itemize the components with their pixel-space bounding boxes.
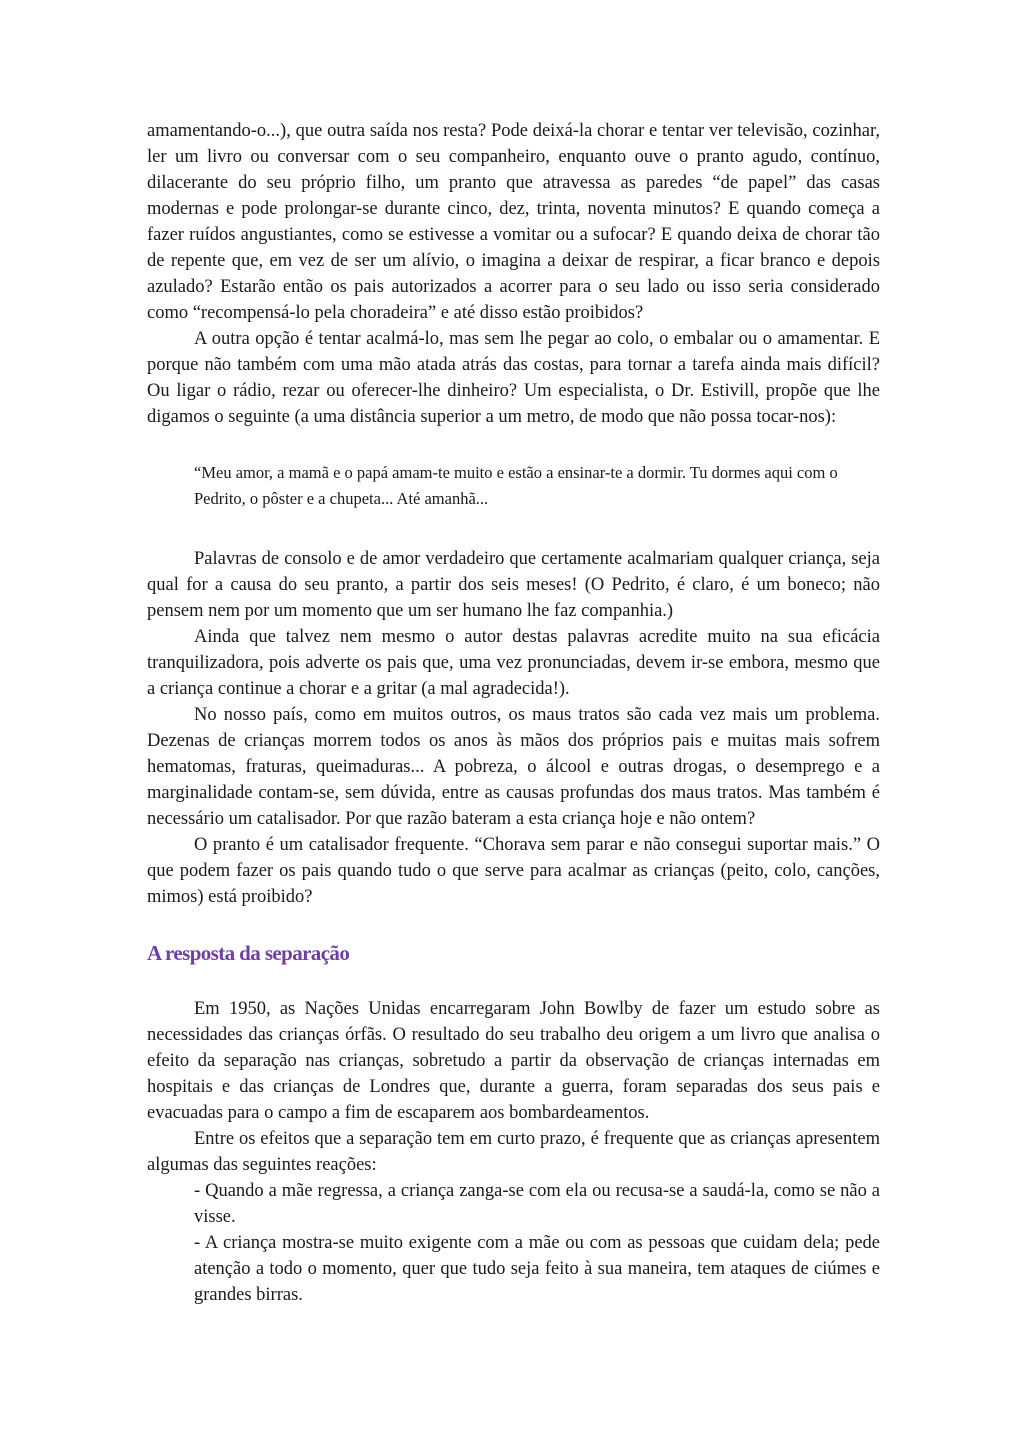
paragraph-bowlby: Em 1950, as Nações Unidas encarregaram John Bowlby de fazer um estudo sobre as necessidades das crianças órfãs. O resultado do seu trabalho deu origem a um livro que analisa o efeito da separação nas crianças, sobretudo a partir da observação de crianças internadas em hospitais e das crianças de Londres que, durante a guerra, foram separadas dos seus pais e evacuadas para o campo a fim de escaparem aos bombardeamentos.: [147, 999, 880, 1123]
paragraph-palavras-consolo: Palavras de consolo e de amor verdadeiro que certamente acalmariam qualquer criança, seja qual for a causa do seu pranto, a partir dos seis meses! (O Pedrito, é claro, é um boneco; não pensem nem por um momento que um ser humano lhe faz companhia.): [147, 549, 880, 621]
paragraph-catalisador: O pranto é um catalisador frequente. “Chorava sem parar e não consegui suportar mais.” O que podem fazer os pais quando tudo o que serve para acalmar as crianças (peito, colo, canções, mimos) está proibido?: [147, 835, 880, 907]
paragraph-efeitos: Entre os efeitos que a separação tem em curto prazo, é frequente que as crianças apresentem algumas das seguintes reações:: [147, 1129, 880, 1175]
document-page: [147, 118, 880, 1308]
paragraph-ainda-que: Ainda que talvez nem mesmo o autor destas palavras acredite muito na sua eficácia tranquilizadora, pois adverte os pais que, uma vez pronunciadas, devem ir-se embora, mesmo que a criança continue a chorar e a gritar (a mal agradecida!).: [147, 627, 880, 699]
paragraph-outra-opcao: A outra opção é tentar acalmá-lo, mas sem lhe pegar ao colo, o embalar ou o amamentar. E porque não também com uma mão atada atrás das costas, para tornar a tarefa ainda mais difícil? Ou ligar o rádio, rezar ou oferecer-lhe dinheiro? Um especialista, o Dr. Estivill, propõe que lhe digamos o seguinte (a uma distância superior a um metro, de modo que não possa tocar-nos):: [147, 329, 880, 427]
paragraph-continuation: amamentando-o...), que outra saída nos resta? Pode deixá-la chorar e tentar ver televisão, cozinhar, ler um livro ou conversar com o seu companheiro, enquanto ouve o pranto agudo, contínuo, dilacerante do seu próprio filho, um pranto que atravessa as paredes “de papel” das casas modernas e pode prolongar-se durante cinco, dez, trinta, noventa minutos? E quando começa a fazer ruídos angustiantes, como se estivesse a vomitar ou a sufocar? E quando deixa de chorar tão de repente que, em vez de ser um alívio, o imagina a deixar de respirar, a ficar branco e depois azulado? Estarão então os pais autorizados a acorrer para o seu lado ou isso seria considerado como “recompensá-lo pela choradeira” e até disso estão proibidos?: [147, 121, 880, 323]
list-item: - A criança mostra-se muito exigente com a mãe ou com as pessoas que cuidam dela; pede atenção a todo o momento, quer que tudo seja feito à sua maneira, tem ataques de ciúmes e grandes birras.: [194, 1233, 880, 1305]
section-heading: A resposta da separação: [147, 941, 350, 965]
list-item: - Quando a mãe regressa, a criança zanga-se com ela ou recusa-se a saudá-la, como se não a visse.: [194, 1181, 880, 1227]
block-quote: “Meu amor, a mamã e o papá amam-te muito e estão a ensinar-te a dormir. Tu dormes aqui com o Pedrito, o pôster e a chupeta... Até amanhã...: [194, 463, 838, 508]
paragraph-maus-tratos: No nosso país, como em muitos outros, os maus tratos são cada vez mais um problema. Dezenas de crianças morrem todos os anos às mãos dos próprios pais e muitas mais sofrem hematomas, fraturas, queimaduras... A pobreza, o álcool e outras drogas, o desemprego e a marginalidade contam-se, sem dúvida, entre as causas profundas dos maus tratos. Mas também é necessário um catalisador. Por que razão bateram a esta criança hoje e não ontem?: [147, 705, 880, 829]
